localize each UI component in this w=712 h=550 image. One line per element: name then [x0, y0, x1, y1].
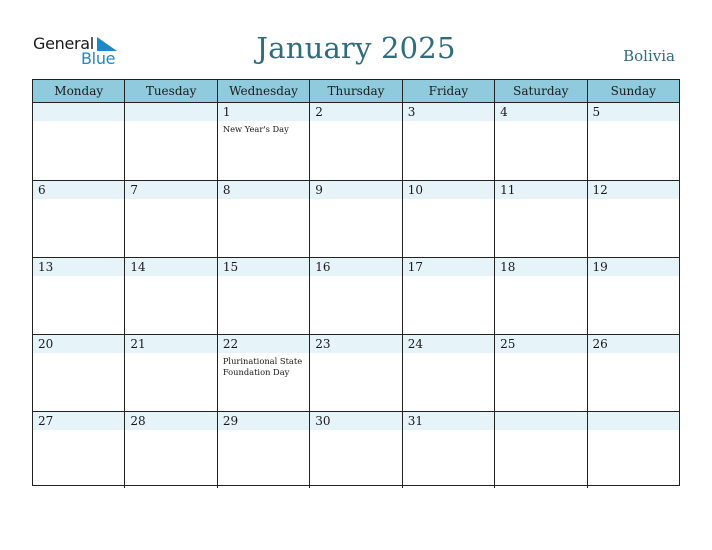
week-row	[33, 257, 679, 334]
date-band	[33, 181, 124, 199]
day-number: 30	[315, 414, 331, 428]
day-cell[interactable]	[402, 412, 494, 488]
day-cell[interactable]	[33, 412, 124, 488]
day-cell[interactable]	[217, 181, 309, 257]
weekday-friday: Friday	[402, 80, 494, 102]
day-cell[interactable]	[587, 103, 679, 180]
day-cell[interactable]	[587, 181, 679, 257]
day-cell[interactable]	[402, 181, 494, 257]
day-number: 7	[130, 183, 139, 197]
day-number: 29	[222, 414, 239, 428]
week-row	[33, 180, 679, 257]
day-number: 27	[38, 414, 54, 428]
day-number: 26	[592, 337, 608, 351]
day-cell[interactable]	[217, 335, 309, 411]
day-cell[interactable]	[217, 258, 309, 334]
weekday-tuesday: Tuesday	[124, 80, 216, 102]
date-band	[33, 103, 124, 121]
day-cell[interactable]	[494, 258, 586, 334]
day-number: 15	[222, 260, 239, 274]
date-band	[310, 103, 401, 121]
day-number: 10	[407, 183, 423, 197]
day-number: 4	[500, 105, 508, 119]
day-number: 18	[500, 260, 516, 274]
day-cell[interactable]	[124, 181, 216, 257]
week-row	[33, 103, 679, 180]
day-cell[interactable]	[494, 103, 586, 180]
day-cell[interactable]	[217, 103, 309, 180]
day-number: 23	[315, 337, 331, 351]
day-cell[interactable]	[494, 181, 586, 257]
weekday-wednesday: Wednesday	[217, 80, 309, 102]
weekday-header-row	[33, 80, 679, 103]
day-number: 8	[222, 183, 231, 197]
logo-text-blue: Blue	[81, 49, 116, 68]
day-cell[interactable]	[309, 181, 401, 257]
weekday-saturday: Saturday	[494, 80, 586, 102]
day-number: 2	[315, 105, 323, 119]
day-cell[interactable]	[124, 412, 216, 488]
weekday-sunday: Sunday	[587, 80, 679, 102]
day-number: 20	[38, 337, 54, 351]
date-band	[125, 103, 216, 121]
day-number: 11	[500, 183, 516, 197]
day-number: 6	[38, 183, 46, 197]
day-cell[interactable]	[494, 335, 586, 411]
day-cell[interactable]	[124, 103, 216, 180]
date-band	[495, 412, 586, 430]
day-cell[interactable]	[124, 335, 216, 411]
date-band	[218, 103, 309, 121]
week-row	[33, 334, 679, 411]
day-number: 1	[222, 105, 231, 119]
weeks-container	[33, 103, 679, 488]
day-cell[interactable]	[124, 258, 216, 334]
weekday-monday: Monday	[54, 84, 104, 98]
date-band	[495, 103, 586, 121]
day-number: 24	[407, 337, 423, 351]
day-number: 16	[315, 260, 331, 274]
day-number: 13	[38, 260, 54, 274]
day-number: 3	[407, 105, 416, 119]
day-number: 17	[407, 260, 423, 274]
day-number: 5	[592, 105, 601, 119]
day-cell[interactable]	[587, 258, 679, 334]
day-cell[interactable]	[33, 181, 124, 257]
day-cell[interactable]	[33, 335, 124, 411]
date-band	[588, 412, 679, 430]
day-number: 31	[407, 414, 423, 428]
country-label: Bolivia	[623, 47, 675, 65]
day-number: 9	[315, 183, 323, 197]
day-cell[interactable]	[33, 258, 124, 334]
day-cell[interactable]	[494, 412, 586, 488]
day-cell[interactable]	[309, 412, 401, 488]
day-cell[interactable]	[402, 258, 494, 334]
holiday-label: Plurinational State Foundation Day	[222, 356, 303, 377]
day-cell[interactable]	[402, 335, 494, 411]
day-number: 21	[130, 337, 146, 351]
day-number: 22	[222, 337, 239, 351]
day-cell[interactable]	[587, 335, 679, 411]
date-band	[403, 103, 494, 121]
date-band	[218, 181, 309, 199]
calendar-grid	[32, 79, 680, 486]
date-band	[588, 103, 679, 121]
week-row	[33, 411, 679, 488]
day-number: 19	[592, 260, 608, 274]
day-cell[interactable]	[309, 335, 401, 411]
day-number: 12	[592, 183, 608, 197]
day-number: 28	[130, 414, 146, 428]
weekday-thursday: Thursday	[309, 80, 401, 102]
date-band	[125, 181, 216, 199]
date-band	[310, 181, 401, 199]
day-cell[interactable]	[309, 103, 401, 180]
day-number: 14	[130, 260, 146, 274]
day-number: 25	[500, 337, 516, 351]
day-cell[interactable]	[402, 103, 494, 180]
day-cell[interactable]	[33, 103, 124, 180]
holiday-label: New Year's Day	[222, 124, 289, 134]
day-cell[interactable]	[309, 258, 401, 334]
day-cell[interactable]	[217, 412, 309, 488]
logo-text-general: General	[33, 34, 94, 53]
day-cell[interactable]	[587, 412, 679, 488]
calendar-title: January 2025	[256, 31, 456, 65]
